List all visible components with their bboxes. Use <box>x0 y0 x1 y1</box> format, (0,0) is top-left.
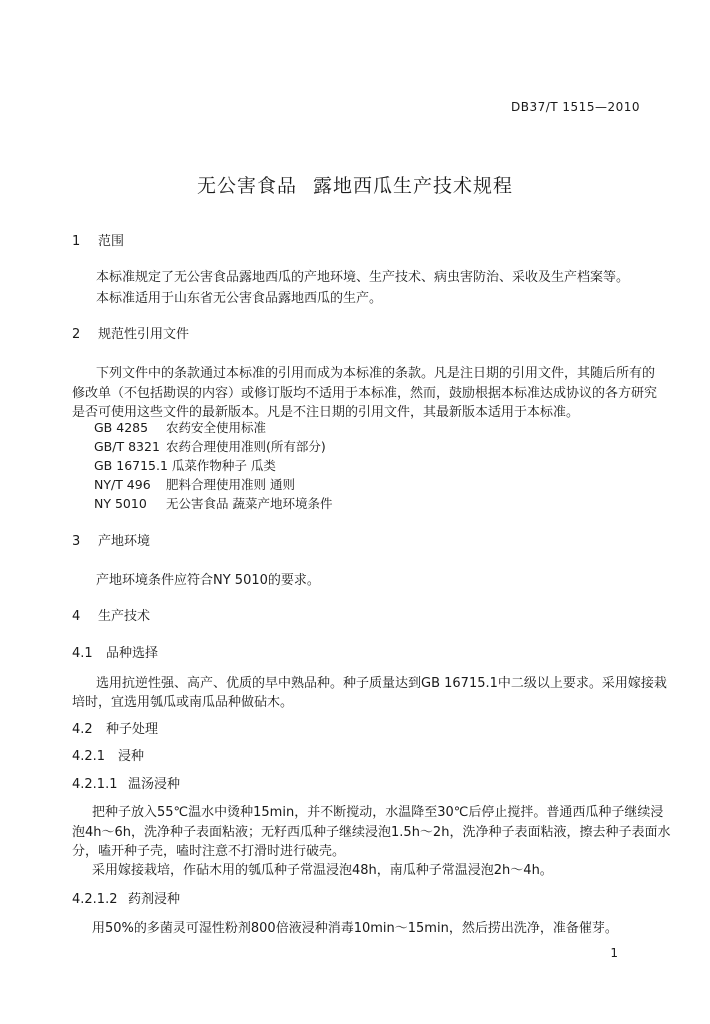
title-part-2: 露地西瓜生产技术规程 <box>313 175 514 197</box>
section-2-heading <box>72 323 189 342</box>
section-number: 4.2.1 <box>72 749 106 764</box>
reference-name: 瓜菜作物种子 瓜类 <box>171 458 276 473</box>
section-4-heading <box>72 605 150 624</box>
section-title: 浸种 <box>118 749 145 764</box>
section-4-2-1-1-heading <box>72 773 180 792</box>
section-4-2-1-heading <box>72 745 144 764</box>
reference-name: 农药合理使用准则(所有部分) <box>165 439 326 454</box>
reference-code: NY/T 496 <box>94 477 151 492</box>
reference-code: GB 16715.1 <box>94 458 168 473</box>
section-title: 种子处理 <box>106 722 159 737</box>
sec4-1-line-1: 选用抗逆性强、高产、优质的早中熟品种。种子质量达到GB 16715.1中二级以上要求。采用嫁接栽 <box>96 676 667 691</box>
section-title: 产地环境 <box>98 534 151 549</box>
reference-item <box>94 456 276 474</box>
section-4-2-heading <box>72 718 158 737</box>
section-title: 品种选择 <box>106 646 159 661</box>
page-number: 1 <box>610 946 618 960</box>
standard-code: DB37/T 1515—2010 <box>510 100 640 114</box>
sec2-line-3: 是否可使用这些文件的最新版本。凡是不注日期的引用文件，其最新版本适用于本标准。 <box>72 405 580 420</box>
section-number: 2 <box>72 327 81 342</box>
sec4-1-line-2: 培时，宜选用瓠瓜或南瓜品种做砧木。 <box>72 695 294 710</box>
sec2-line-1: 下列文件中的条款通过本标准的引用而成为本标准的条款。凡是注日期的引用文件，其随后所有的 <box>96 366 656 381</box>
sec3-paragraph-1: 产地环境条件应符合NY 5010的要求。 <box>96 573 320 588</box>
section-number: 3 <box>72 534 81 549</box>
section-1-heading <box>72 230 124 249</box>
section-number: 4 <box>72 609 81 624</box>
reference-name: 肥料合理使用准则 通则 <box>165 477 295 492</box>
reference-item <box>94 475 295 493</box>
document-title <box>0 171 710 198</box>
title-part-1: 无公害食品 <box>196 175 297 197</box>
reference-item <box>94 494 332 512</box>
section-number: 4.1 <box>72 646 93 661</box>
section-number: 4.2 <box>72 722 93 737</box>
section-number: 4.2.1.1 <box>72 777 118 792</box>
sec2-line-2: 修改单（不包括勘误的内容）或修订版均不适用于本标准，然而，鼓励根据本标准达成协议的各方研究 <box>72 386 658 401</box>
reference-item <box>94 437 326 455</box>
section-number: 1 <box>72 234 81 249</box>
sec4-2-1-1-line-2: 泡4h～6h，洗净种子表面粘液；无籽西瓜种子继续浸泡1.5h～2h，洗净种子表面粘液，擦去种子表面水 <box>72 825 671 840</box>
reference-code: GB 4285 <box>94 420 149 435</box>
sec1-paragraph-2: 本标准适用于山东省无公害食品露地西瓜的生产。 <box>96 291 383 306</box>
section-number: 4.2.1.2 <box>72 892 118 907</box>
sec4-2-1-1-line-4: 采用嫁接栽培，作砧木用的瓠瓜种子常温浸泡48h，南瓜种子常温浸泡2h～4h。 <box>92 863 553 878</box>
sec4-2-1-2-line-1: 用50%的多菌灵可湿性粉剂800倍液浸种消毒10min～15min，然后捞出洗净，准备催芽。 <box>92 921 618 936</box>
section-title: 规范性引用文件 <box>98 327 190 342</box>
reference-code: NY 5010 <box>94 496 147 511</box>
sec4-2-1-1-line-3: 分，嗑开种子壳，嗑时注意不打滑时进行破壳。 <box>72 844 346 859</box>
sec4-2-1-1-line-1: 把种子放入55℃温水中烫种15min，并不断搅动，水温降至30℃后停止搅拌。普通西瓜种子继续浸 <box>92 805 664 820</box>
section-3-heading <box>72 530 150 549</box>
reference-name: 农药安全使用标准 <box>165 420 266 435</box>
reference-name: 无公害食品 蔬菜产地环境条件 <box>165 496 333 511</box>
reference-code: GB/T 8321 <box>94 439 160 454</box>
sec1-paragraph-1: 本标准规定了无公害食品露地西瓜的产地环境、生产技术、病虫害防治、采收及生产档案等。 <box>96 270 630 285</box>
section-4-1-heading <box>72 642 158 661</box>
section-4-2-1-2-heading <box>72 888 180 907</box>
section-title: 温汤浸种 <box>128 777 181 792</box>
section-title: 药剂浸种 <box>128 892 181 907</box>
section-title: 范围 <box>98 234 125 249</box>
reference-item <box>94 418 266 436</box>
section-title: 生产技术 <box>98 609 151 624</box>
